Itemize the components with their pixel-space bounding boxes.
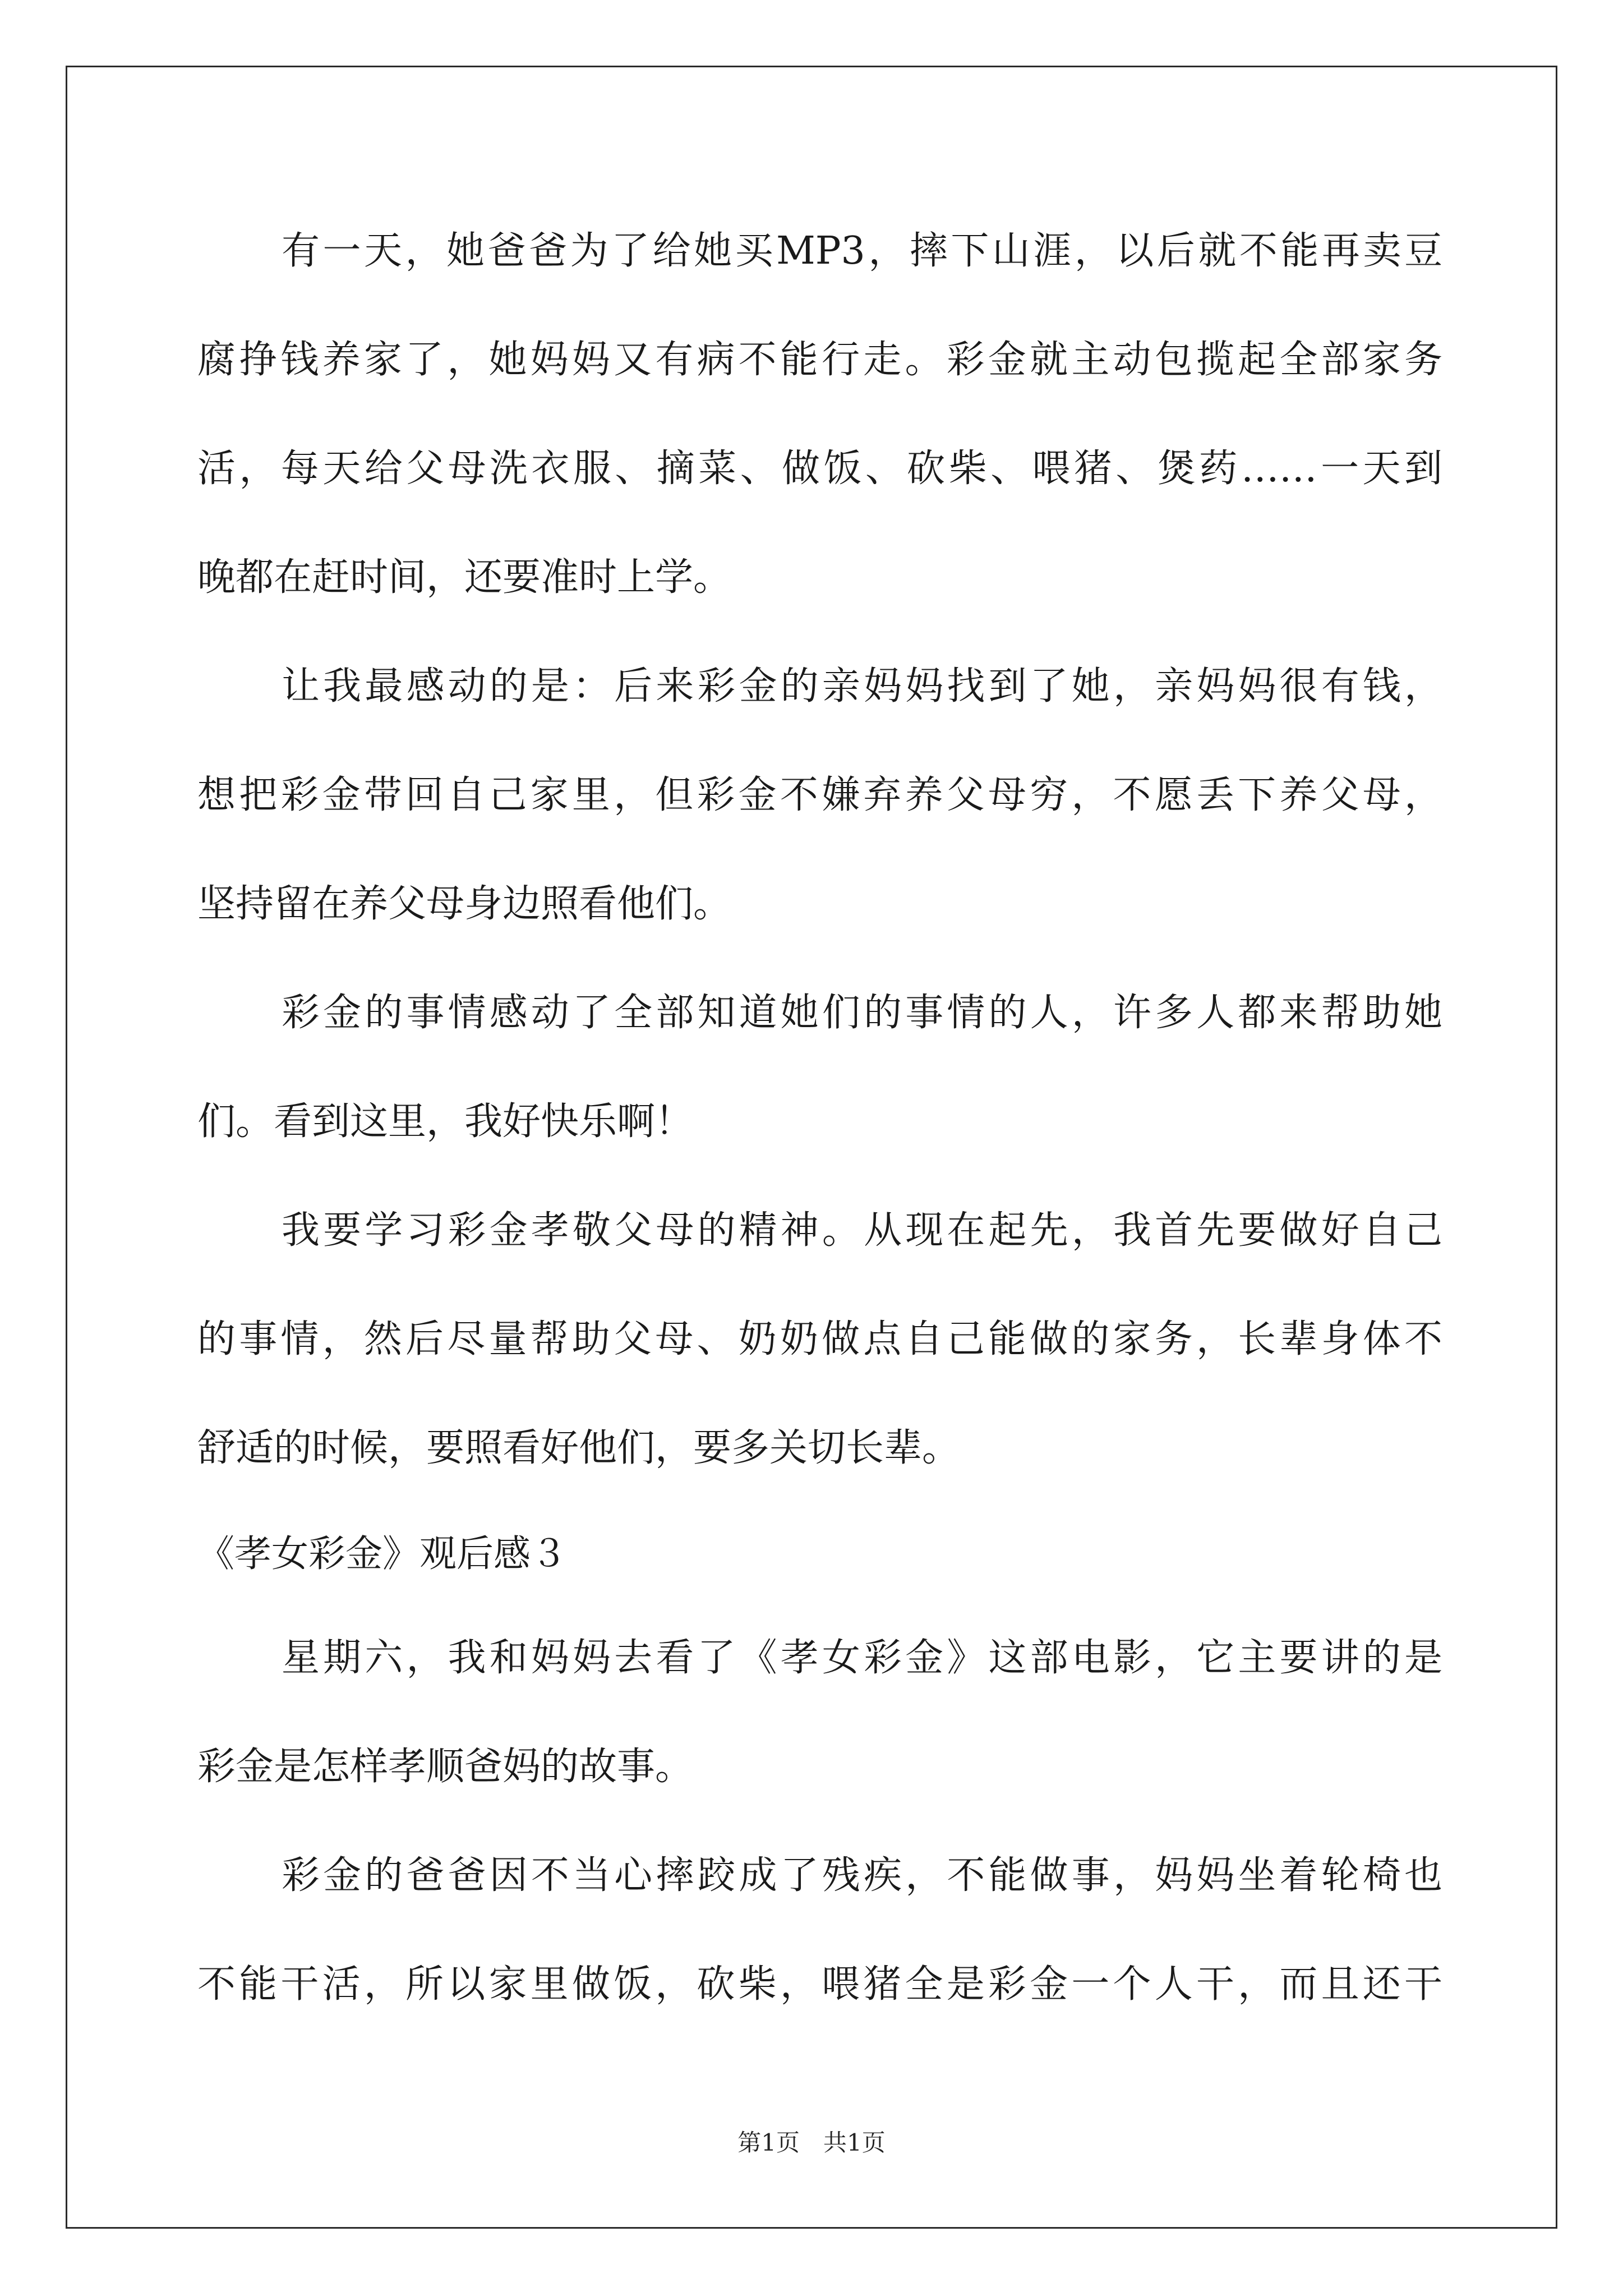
paragraph-line: 星期六，我和妈妈去看了《孝女彩金》这部电影，它主要讲的是 <box>282 1636 1442 1680</box>
paragraph-line: 腐挣钱养家了，她妈妈又有病不能行走。彩金就主动包揽起全部家务 <box>197 338 1442 382</box>
paragraph-line: 们。看到这里，我好快乐啊！ <box>197 1099 694 1144</box>
paragraph-line: 有一天，她爸爸为了给她买MP3，摔下山涯，以后就不能再卖豆 <box>282 229 1442 273</box>
paragraph-line: 想把彩金带回自己家里，但彩金不嫌弃养父母穷，不愿丢下养父母， <box>197 773 1442 817</box>
paragraph-line: 我要学习彩金孝敬父母的精神。从现在起先，我首先要做好自己 <box>282 1208 1442 1253</box>
paragraph-line: 活，每天给父母洗衣服、摘菜、做饭、砍柴、喂猪、煲药……一天到 <box>197 447 1442 491</box>
paragraph-line: 舒适的时候，要照看好他们，要多关切长辈。 <box>197 1426 961 1470</box>
paragraph-line: 让我最感动的是：后来彩金的亲妈妈找到了她，亲妈妈很有钱， <box>282 664 1442 708</box>
paragraph-line: 的事情，然后尽量帮助父母、奶奶做点自己能做的家务，长辈身体不 <box>197 1317 1442 1361</box>
paragraph-line: 彩金是怎样孝顺爸妈的故事。 <box>197 1745 694 1789</box>
paragraph-line: 晚都在赶时间，还要准时上学。 <box>197 555 732 600</box>
section-heading: 《孝女彩金》观后感３ <box>197 1532 568 1575</box>
page-number-footer: 第1页 共1页 <box>737 2129 886 2156</box>
paragraph-line: 彩金的爸爸因不当心摔跤成了残疾，不能做事，妈妈坐着轮椅也 <box>282 1853 1442 1898</box>
paragraph-line: 坚持留在养父母身边照看他们。 <box>197 882 732 926</box>
paragraph-line: 不能干活，所以家里做饭，砍柴，喂猪全是彩金一个人干，而且还干 <box>197 1962 1442 2007</box>
paragraph-line: 彩金的事情感动了全部知道她们的事情的人，许多人都来帮助她 <box>282 991 1442 1035</box>
